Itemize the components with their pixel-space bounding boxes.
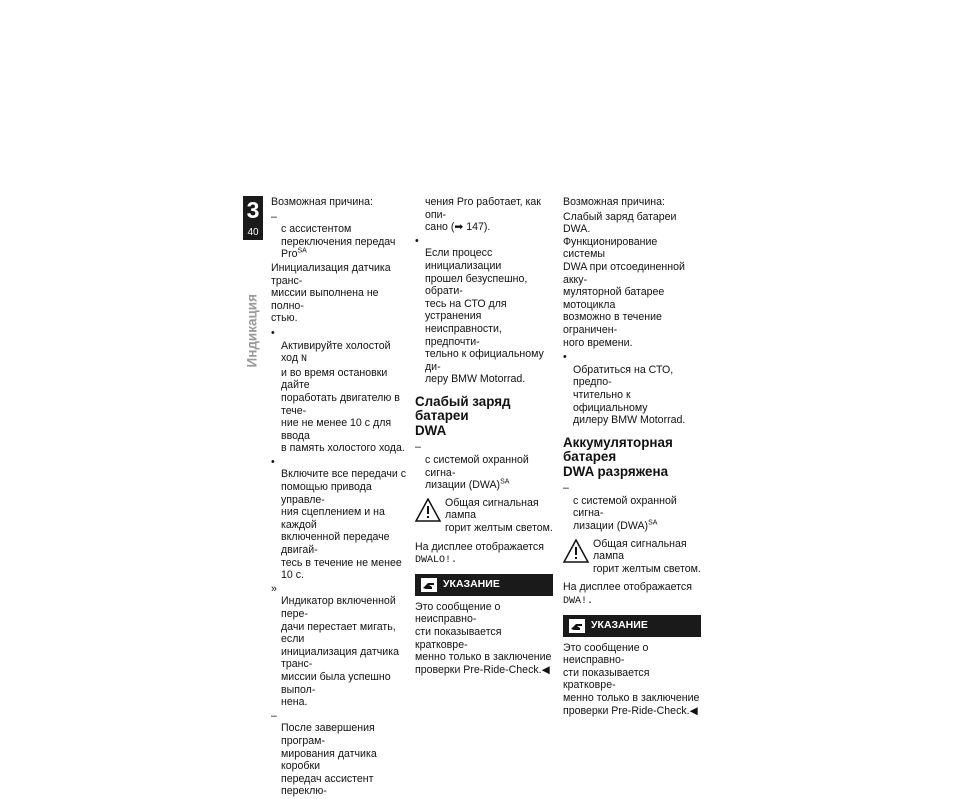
possible-cause-label: Возможная причина:	[563, 196, 665, 208]
instruction-item: • Включите все передачи с помощью привода управле- ния сцеплением и на каждой включенной передаче двигай- тесь в течение не менее 10 с.	[271, 455, 407, 582]
bullet-marker: •	[415, 234, 419, 247]
warning-light-note	[563, 538, 701, 576]
cause-description: Слабый заряд батареи DWA. Функционирование системы DWA при отсоединенной акку- муляторной батарее мотоцикла возможно в течение ограничен- ного времени.	[563, 210, 685, 349]
text-column-2	[415, 196, 553, 678]
condition-item: – с системой охранной сигна- лизации (DWA)$^{SA}$	[415, 441, 529, 492]
page-number: 40	[247, 227, 259, 238]
neutral-symbol: N	[300, 354, 307, 366]
instruction-item: • Обратиться на СТО, предпо- чтительно к официальному дилеру BMW Motorrad.	[563, 351, 686, 427]
notice-box	[415, 574, 553, 596]
display-code: DWA!.	[563, 595, 594, 607]
warning-text: Общая сигнальная лампа горит желтым светом.	[593, 537, 701, 575]
display-label: На дисплее отображается	[415, 540, 544, 553]
hand-pointer-icon	[569, 619, 585, 633]
chapter-number: 3	[246, 197, 260, 223]
result-item: » Индикатор включенной пере- дачи перестает мигать, если инициализация датчика транс- миссии была успешно выпол- нена.	[271, 582, 399, 709]
dash-marker: –	[415, 441, 421, 454]
display-line: На дисплее отображается DWA!.	[563, 581, 692, 607]
bullet-marker: •	[271, 455, 275, 468]
bullet-marker: •	[271, 326, 275, 339]
special-equipment-mark: SA	[648, 519, 658, 527]
notice-text: Это сообщение о неисправно- сти показывается кратковре- менно только в заключение проверки Pre-Ride-Check.◀	[415, 600, 552, 676]
condition-item: – с системой охранной сигна- лизации (DWA)$^{SA}$	[563, 482, 677, 532]
section-heading: Слабый заряд батареи DWA	[415, 393, 511, 438]
possible-cause-label: Возможная причина:	[271, 196, 373, 208]
section-title-vertical: Индикация	[244, 294, 260, 368]
dash-marker: –	[563, 482, 569, 495]
instruction-item: • Если процесс инициализации прошел безуспешно, обрати- тесь на СТО для устранения неисправности, предпочти- тельно к официальному ди- леру BMW Motorrad.	[415, 234, 544, 386]
display-code: DWALO!.	[415, 555, 458, 567]
warning-triangle-icon	[563, 539, 589, 563]
result-marker: »	[271, 582, 277, 595]
dash-marker: –	[271, 210, 277, 223]
warning-triangle-icon	[415, 498, 441, 522]
text-column-1	[271, 196, 409, 799]
notice-text: Это сообщение о неисправно- сти показывается кратковре- менно только в заключение проверки Pre-Ride-Check.◀	[563, 641, 700, 717]
condition-item: – с ассистентом переключения передач Pro$^{SA}$	[271, 210, 396, 261]
notice-label: УКАЗАНИЕ	[443, 578, 500, 591]
text-column-3	[563, 196, 701, 719]
dash-marker: –	[271, 709, 277, 722]
bullet-marker: •	[563, 351, 567, 364]
special-equipment-mark: SA	[297, 247, 307, 255]
section-heading: Аккумуляторная батарея DWA разряжена	[563, 434, 673, 479]
warning-text: Общая сигнальная лампа горит желтым светом.	[445, 496, 553, 534]
continued-item: чения Pro работает, как опи- сано (➡ 147).	[425, 196, 541, 234]
notice-label: УКАЗАНИЕ	[591, 619, 648, 632]
notice-box	[563, 615, 701, 637]
condition-item: – После завершения програм- мирования датчика коробки передач ассистент переклю-	[271, 709, 377, 798]
warning-light-note	[415, 497, 553, 535]
special-equipment-mark: SA	[500, 478, 510, 486]
instruction-item: • Активируйте холостой ход N и во время остановки дайте поработать двигателю в тече- ние не менее 10 с для ввода в память холостого хода.	[271, 326, 405, 455]
hand-pointer-icon	[421, 578, 437, 592]
cause-description: Инициализация датчика транс- миссии выполнена не полно- стью.	[271, 261, 391, 325]
